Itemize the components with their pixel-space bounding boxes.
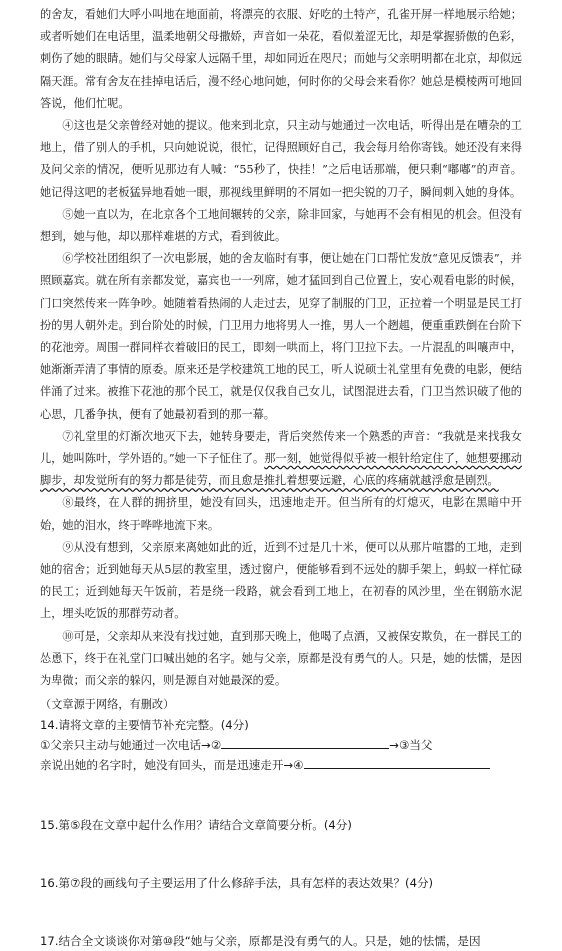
answer-blank-2[interactable] bbox=[221, 736, 389, 749]
answer-space bbox=[40, 893, 522, 931]
passage-paragraph-6: ⑥学校社团组织了一次电影展，她的舍友临时有事，便让她在门口帮忙发放“意见反馈表”，并照顾嘉宾。就在所有亲都发觉，嘉宾也一一列席，她才猛回到自己位置上，安心观看电影的时候，门口突然传来一阵争吵。她随着看热闹的人走过去，见穿了制服的门卫，正拉着一个明显是民工打扮的男人朝外走。到台阶处的时候，门卫用力地将男人一推，男人一个趔趄，便重重跌倒在台阶下的花池旁。周围一群同样衣着破旧的民工，即刻一哄而上，将门卫拉下去。一片混乱的叫嚷声中，她渐渐弄清了事情的原委。原来还是学校建筑工地的民工，听人说硕士礼堂里有免费的电影，便结伴涌了过来。被推下花池的那个民工，就是仅仅我自己女儿，试图混进去看，门卫当然识破了他的心思，几番争执，便有了她最初看到的那一幕。 bbox=[40, 252, 522, 421]
passage-paragraph-8: ⑧最终，在人群的拥挤里，她没有回头，迅速地走开。但当所有的灯熄灭，电影在黑暗中开始，她的泪水，终于哗哗地流下来。 bbox=[40, 496, 522, 532]
passage-paragraph-5: ⑤她一直以为，在北京各个工地间辗转的父亲，除非回家，与她再不会有相见的机会。但没有想到，她与他，却以那样难堪的方式，看到彼此。 bbox=[40, 207, 522, 244]
passage-paragraph-10: ⑩可是，父亲却从来没有找过她，直到那天晚上，他喝了点酒，又被保安欺负，在一群民工的怂恿下，终于在礼堂门口喊出她的名字。她与父亲，原都是没有勇气的人。只是，她的怯懦，是因为卑微；而父亲的躲闪，则是源自对她最深的爱。 bbox=[40, 629, 522, 688]
answer-space bbox=[40, 775, 522, 815]
question-17: 17.结合全文谈谈你对第⑩段“她与父亲，原都是没有勇气的人。只是，她的怯懦，是因 bbox=[40, 934, 481, 949]
question-14-step-1: ①父亲只主动与她通过一次电话→② bbox=[40, 738, 222, 753]
answer-space bbox=[40, 835, 522, 873]
question-14: 14.请将文章的主要情节补充完整。(4分) bbox=[40, 718, 249, 733]
answer-blank-4[interactable] bbox=[304, 756, 490, 769]
question-16: 16.第⑦段的画线句子主要运用了什么修辞手法，具有怎样的表达效果？(4分) bbox=[40, 876, 434, 891]
question-14-step-3-cont: 亲说出她的名字时，她没有回头，而是迅速走开→④ bbox=[40, 758, 304, 773]
passage-paragraph-9: ⑨从没有想到，父亲原来离她如此的近，近到不过是几十米，便可以从那片喧嚣的工地，走到她的宿舍；近到她每天从5层的教室里，透过窗户，便能够看到不远处的脚手架上，蚂蚁一样忙碌的民工；近到她每天午饭前，若是绕一段路，就会看到工地上，在初春的风沙里，坐在钢筋水泥上，埋头吃饭的那群劳动者。 bbox=[40, 540, 522, 621]
question-14-line-2 bbox=[40, 755, 522, 775]
question-14-step-3: →③当父 bbox=[389, 738, 433, 753]
passage-paragraph-continued: 的舍友，看她们大呼小叫地在地面前，将漂亮的衣服、好吃的土特产，孔雀开屏一样地展示给她；或者听她们在电话里，温柔地朝父母撒娇，声音如一朵花，看似羞涩无比，却是掌握骄傲的色彩，刺伤了她的眼睛。她们与父母家人远隔千里，却如同近在咫尺；而她与父亲明明都在北京，却似远隔天涯。常有舍友在挂掉电话后，漫不经心地问她，何时你的父母会来看你？她总是模棱两可地回答说，他们忙呢。 bbox=[40, 8, 522, 110]
passage-paragraph-4: ④这也是父亲曾经对她的提议。他来到北京，只主动与她通过一次电话，听得出是在嘈杂的工地上，借了别人的手机，只向她说说，很忙，记得照顾好自己，我会每月给你寄钱。她还没有来得及问父亲的情况，便听见那边有人喊：“55秒了，快挂！”之后电话那端，便只剩“嘟嘟”的声音。她记得这吧的老板猛异地看她一眼，那视线里鲜明的不屑如一把尖锐的刀子，瞬间刺入她的身体。 bbox=[40, 119, 522, 199]
passage-source-note: （文章源于网络，有删改） bbox=[40, 698, 175, 712]
passage-paragraph-7 bbox=[40, 426, 522, 493]
paragraph-7-underlined-sentence: 那一刻，她觉得似乎被一根针给定住了，她想要挪动脚步，却发觉所有的努力都是徒劳，而且愈是推扎着想要远避，心底的疼痛就越浮愈是剧烈。 bbox=[40, 452, 522, 488]
paragraph-7-text: ⑦礼堂里的灯渐次地灭下去，她转身要走，背后突然传来一个熟悉的声音：“我就是来找我女儿，她叫陈叶，学外语的。”她一下子怔住了。 bbox=[40, 429, 522, 466]
question-15: 15.第⑤段在文章中起什么作用？请结合文章简要分析。(4分) bbox=[40, 818, 352, 833]
question-14-line-1 bbox=[40, 735, 522, 755]
